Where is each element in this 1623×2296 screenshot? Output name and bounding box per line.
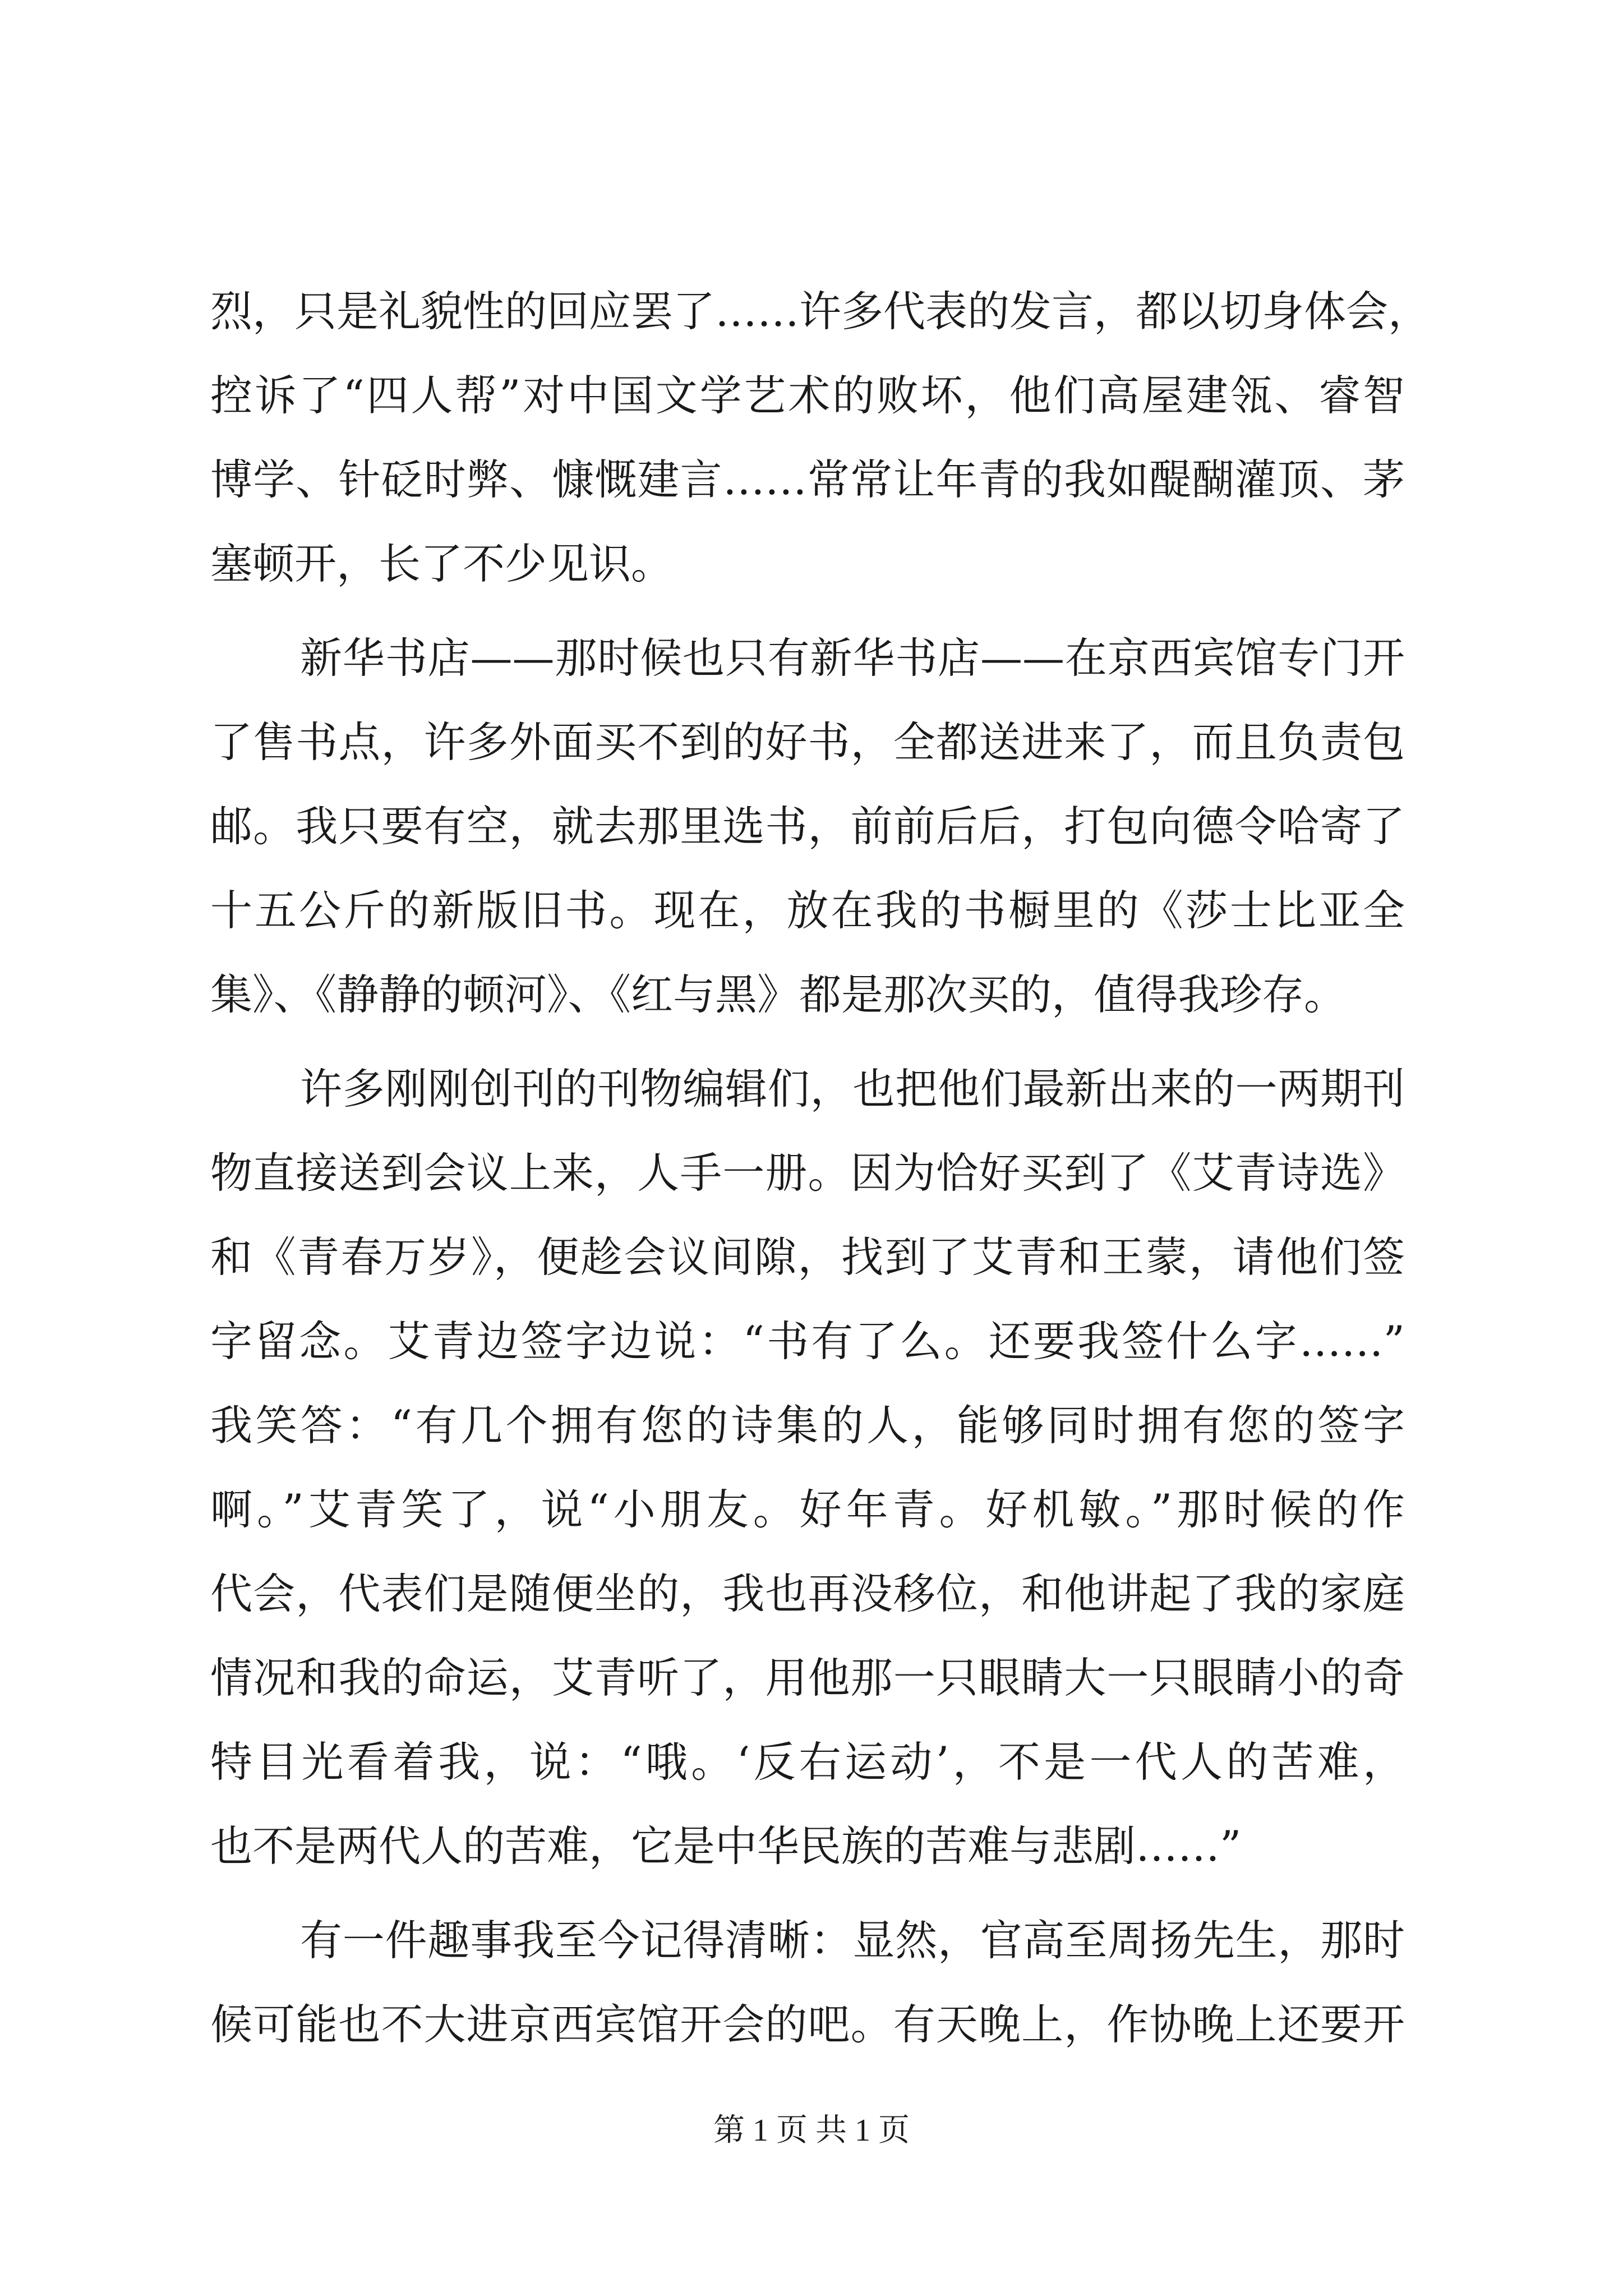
text-line: 情况和我的命运，艾青听了，用他那一只眼睛大一只眼睛小的奇 bbox=[210, 1653, 1405, 1703]
text-line: 物直接送到会议上来，人手一册。因为恰好买到了《艾青诗选》 bbox=[210, 1148, 1405, 1198]
text-line: 和《青春万岁》，便趁会议间隙，找到了艾青和王蒙，请他们签 bbox=[210, 1232, 1405, 1282]
text-line: 候可能也不大进京西宾馆开会的吧。有天晚上，作协晚上还要开 bbox=[210, 2000, 1405, 2049]
text-line: 代会，代表们是随便坐的，我也再没移位，和他讲起了我的家庭 bbox=[210, 1569, 1405, 1618]
text-line: 烈，只是礼貌性的回应罢了……许多代表的发言，都以切身体会， bbox=[210, 287, 1431, 336]
text-line: 控诉了“四人帮”对中国文学艺术的败坏，他们高屋建瓴、睿智 bbox=[210, 371, 1405, 420]
text-line: 集》、《静静的顿河》、《红与黑》都是那次买的，值得我珍存。 bbox=[210, 970, 1347, 1019]
text-line: 字留念。艾青边签字边说：“书有了么。还要我签什么字……” bbox=[210, 1317, 1405, 1366]
text-line: 了售书点，许多外面买不到的好书，全都送进来了，而且负责包 bbox=[210, 717, 1405, 767]
text-line: 塞顿开，长了不少见识。 bbox=[210, 539, 674, 588]
text-line: 十五公斤的新版旧书。现在，放在我的书橱里的《莎士比亚全 bbox=[210, 886, 1405, 935]
text-line: 也不是两代人的苦难，它是中华民族的苦难与悲剧……” bbox=[210, 1821, 1242, 1871]
paragraph-first-line: 许多刚刚创刊的刊物编辑们，也把他们最新出来的一两期刊 bbox=[300, 1064, 1405, 1114]
text-line: 特目光看着我，说：“哦。‘反右运动’，不是一代人的苦难， bbox=[210, 1737, 1405, 1787]
text-line: 我笑答：“有几个拥有您的诗集的人，能够同时拥有您的签字 bbox=[210, 1401, 1405, 1450]
text-line: 啊。”艾青笑了，说“小朋友。好年青。好机敏。”那时候的作 bbox=[210, 1485, 1405, 1534]
text-line: 邮。我只要有空，就去那里选书，前前后后，打包向德令哈寄了 bbox=[210, 802, 1405, 851]
page-footer: 第 1 页 共 1 页 bbox=[713, 2113, 910, 2148]
paragraph-first-line: 新华书店——那时候也只有新华书店——在京西宾馆专门开 bbox=[300, 633, 1405, 683]
paragraph-first-line: 有一件趣事我至今记得清晰：显然，官高至周扬先生，那时 bbox=[300, 1916, 1405, 1965]
text-line: 博学、针砭时弊、慷慨建言……常常让年青的我如醍醐灌顶、茅 bbox=[210, 455, 1405, 504]
